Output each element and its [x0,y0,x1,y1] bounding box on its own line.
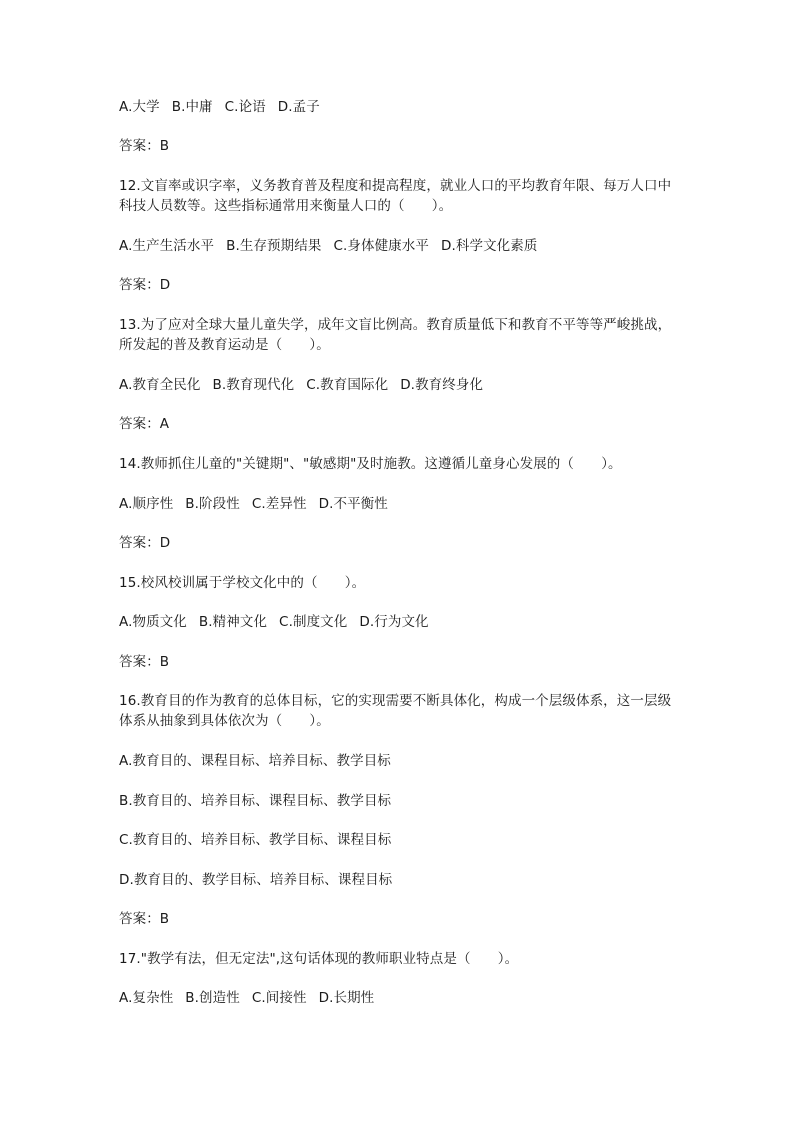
option-a: A.复杂性 [119,990,174,1006]
option-b: B.教育现代化 [212,377,295,393]
q16-option-c: C.教育目的、培养目标、教学目标、课程目标 [119,832,392,848]
q13-options [119,375,483,395]
option-c: C.论语 [224,99,266,115]
option-d: D.教育终身化 [400,377,484,393]
q12-options [119,236,537,256]
option-d: D.长期性 [318,990,375,1006]
q15-answer: 答案：B [119,654,170,670]
option-a: A.顺序性 [119,496,174,512]
q16-option-d: D.教育目的、教学目标、培养目标、课程目标 [119,872,393,888]
q16-stem: 16.教育目的作为教育的总体目标，它的实现需要不断具体化，构成一个层级体系，这一层级体系从抽象到具体依次为（ ）。 [119,693,672,729]
option-a: A.生产生活水平 [119,238,215,254]
q13-answer: 答案：A [119,416,170,432]
option-a: A.教育全民化 [119,377,201,393]
q12-stem: 12.文盲率或识字率，义务教育普及程度和提高程度，就业人口的平均教育年限、每万人口中科技人员数等。这些指标通常用来衡量人口的（ ）。 [119,178,672,214]
q14-options [119,494,388,514]
option-b: B.中庸 [171,99,213,115]
q11-answer: 答案：B [119,138,170,154]
q15-options [119,612,429,632]
q15-stem: 15.校风校训属于学校文化中的（ ）。 [119,575,366,591]
q14-stem: 14.教师抓住儿童的"关键期"、"敏感期"及时施教。这遵循儿童身心发展的（ ）。 [119,456,622,472]
option-c: C.身体健康水平 [333,238,429,254]
q14-answer: 答案：D [119,535,171,551]
option-d: D.行为文化 [359,614,429,630]
q13-stem: 13.为了应对全球大量儿童失学，成年文盲比例高。教育质量低下和教育不平等等严峻挑战，所发起的普及教育运动是（ ）。 [119,317,672,353]
option-c: C.教育国际化 [306,377,389,393]
q12-answer: 答案：D [119,277,171,293]
q11-options [119,97,320,117]
option-b: B.精神文化 [198,614,268,630]
option-b: B.创造性 [185,990,240,1006]
option-b: B.阶段性 [185,496,240,512]
q17-options [119,988,374,1008]
option-d: D.不平衡性 [318,496,388,512]
option-b: B.生存预期结果 [226,238,322,254]
option-a: A.大学 [119,99,160,115]
q16-answer: 答案：B [119,911,170,927]
option-d: D.科学文化素质 [440,238,538,254]
option-c: C.间接性 [251,990,307,1006]
option-c: C.制度文化 [279,614,348,630]
q16-option-a: A.教育目的、课程目标、培养目标、教学目标 [119,753,391,769]
option-a: A.物质文化 [119,614,187,630]
option-c: C.差异性 [251,496,307,512]
q17-stem: 17."教学有法，但无定法",这句话体现的教师职业特点是（ ）。 [119,951,519,967]
q16-option-b: B.教育目的、培养目标、课程目标、教学目标 [119,793,392,809]
option-d: D.孟子 [277,99,320,115]
